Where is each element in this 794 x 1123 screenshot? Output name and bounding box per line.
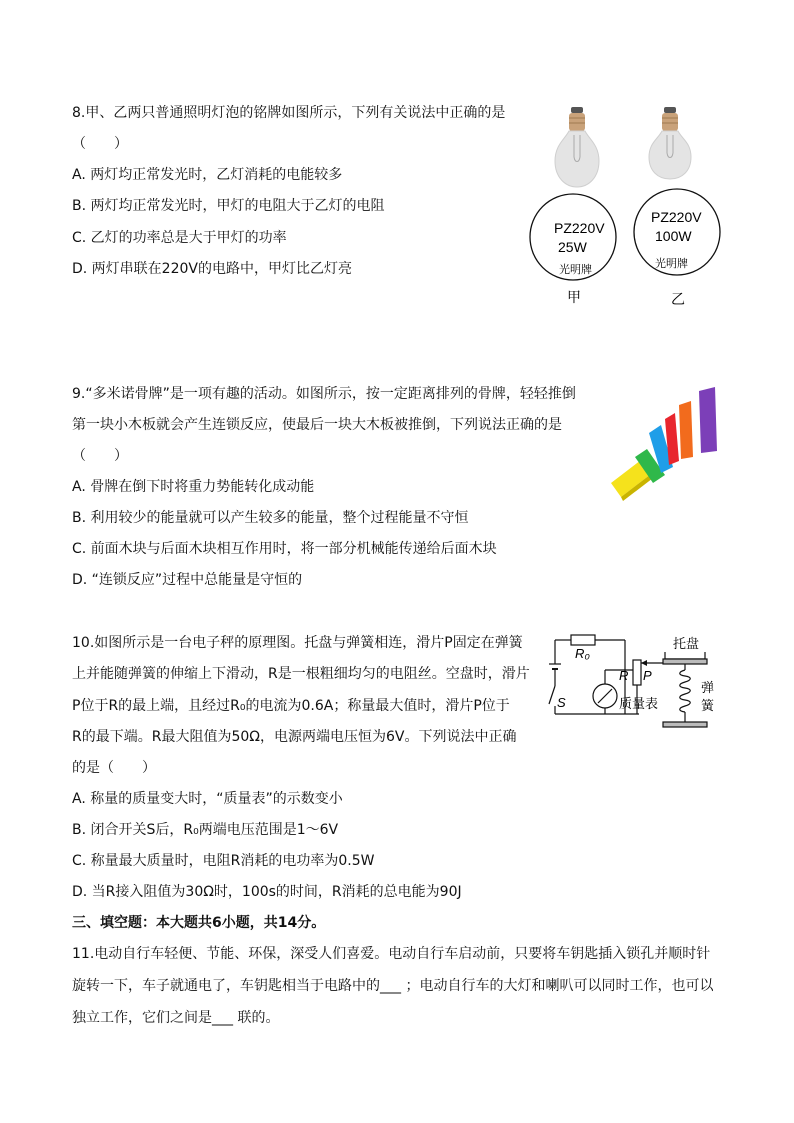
tray-shape — [665, 652, 705, 659]
q8-option-d: D. 两灯串联在220V的电路中，甲灯比乙灯亮 — [72, 261, 352, 277]
s-label: S — [557, 695, 566, 710]
q8-option-c: C. 乙灯的功率总是大于甲灯的功率 — [72, 230, 287, 246]
q9-domino-figure — [605, 385, 727, 503]
section3-heading: 三、填空题：本大题共6小题，共14分。 — [72, 915, 326, 931]
r-label: R — [619, 668, 629, 683]
q11-line1: 11.电动自行车轻便、节能、环保，深受人们喜爱。电动自行车启动前，只要将车钥匙插入锁孔并顺时针 — [72, 946, 711, 962]
spring-label-2: 簧 — [701, 699, 715, 714]
q10-option-b: B. 闭合开关S后，R₀两端电压范围是1～6V — [72, 822, 339, 838]
spring-label-1: 弹 — [701, 681, 715, 696]
r-resistor — [633, 660, 641, 685]
q9-stem-line2: 第一块小木板就会产生连锁反应，使最后一块大木板被推倒，下列说法正确的是 — [72, 417, 562, 433]
p-label: P — [643, 668, 652, 683]
r0-resistor — [571, 635, 595, 645]
q8-stem: 8.甲、乙两只普通照明灯泡的铭牌如图所示，下列有关说法中正确的是 — [72, 105, 506, 121]
jia-model-text: PZ220V — [554, 220, 605, 236]
spring-coil — [680, 670, 691, 712]
q10-circuit-figure — [543, 630, 728, 735]
domino-purple — [699, 387, 717, 453]
yi-model-text: PZ220V — [651, 209, 702, 225]
q10-option-d: D. 当R接入阻值为30Ω时，100s的时间，R消耗的总电能为90J — [72, 884, 462, 900]
q8-option-b: B. 两灯均正常发光时，甲灯的电阻大于乙灯的电阻 — [72, 198, 385, 214]
q10-stem-line3: P位于R的最上端，且经过R₀的电流为0.6A；称量最大值时，滑片P位于 — [72, 698, 510, 714]
q9-stem-line1: 9.“多米诺骨牌”是一项有趣的活动。如图所示，按一定距离排列的骨牌，轻轻推倒 — [72, 386, 576, 402]
domino-orange — [679, 401, 693, 459]
q9-option-c: C. 前面木块与后面木块相互作用时，将一部分机械能传递给后面木块 — [72, 541, 497, 557]
q11-line2: 旋转一下，车子就通电了，车钥匙相当于电路中的___ ；电动自行车的大灯和喇叭可以同时工作，也可以 — [72, 978, 714, 994]
q9-option-d: D. “连锁反应”过程中总能量是守恒的 — [72, 572, 303, 588]
meter-label: 质量表 — [619, 697, 659, 712]
q10-stem-line2: 上并能随弹簧的伸缩上下滑动，R是一根粗细均匀的电阻丝。空盘时，滑片 — [72, 666, 530, 682]
q9-paren: （ ） — [72, 448, 128, 464]
tray-label: 托盘 — [673, 637, 700, 652]
q9-option-b: B. 利用较少的能量就可以产生较多的能量，整个过程能量不守恒 — [72, 510, 469, 526]
q9-option-a: A. 骨牌在倒下时将重力势能转化成动能 — [72, 479, 315, 495]
jia-power-text: 25W — [558, 239, 587, 255]
base-plate — [663, 722, 707, 727]
yi-brand-text: 光明牌 — [655, 257, 688, 270]
switch-blade — [549, 686, 555, 704]
q10-stem-line4: R的最下端。R最大阻值为50Ω，电源两端电压恒为6V。下列说法中正确 — [72, 729, 517, 745]
jia-label: 甲 — [567, 290, 581, 306]
bulb-jia-image — [555, 107, 599, 187]
q8-paren: （ ） — [72, 136, 128, 152]
q10-stem-line5: 的是（ ） — [72, 760, 156, 776]
r0-label: R₀ — [575, 646, 590, 661]
q11-line3: 独立工作，它们之间是___ 联的。 — [72, 1010, 280, 1026]
yi-power-text: 100W — [655, 228, 692, 244]
bulb-yi-image — [649, 107, 691, 179]
q8-option-a: A. 两灯均正常发光时，乙灯消耗的电能较多 — [72, 167, 343, 183]
jia-brand-text: 光明牌 — [559, 263, 592, 276]
q10-option-a: A. 称量的质量变大时，“质量表”的示数变小 — [72, 791, 343, 807]
q10-stem-line1: 10.如图所示是一台电子秤的原理图。托盘与弹簧相连，滑片P固定在弹簧 — [72, 635, 523, 651]
slider-arrow — [641, 660, 647, 666]
yi-label: 乙 — [671, 292, 685, 308]
q8-bulb-figure — [525, 105, 725, 310]
q10-option-c: C. 称量最大质量时，电阻R消耗的电功率为0.5W — [72, 853, 375, 869]
